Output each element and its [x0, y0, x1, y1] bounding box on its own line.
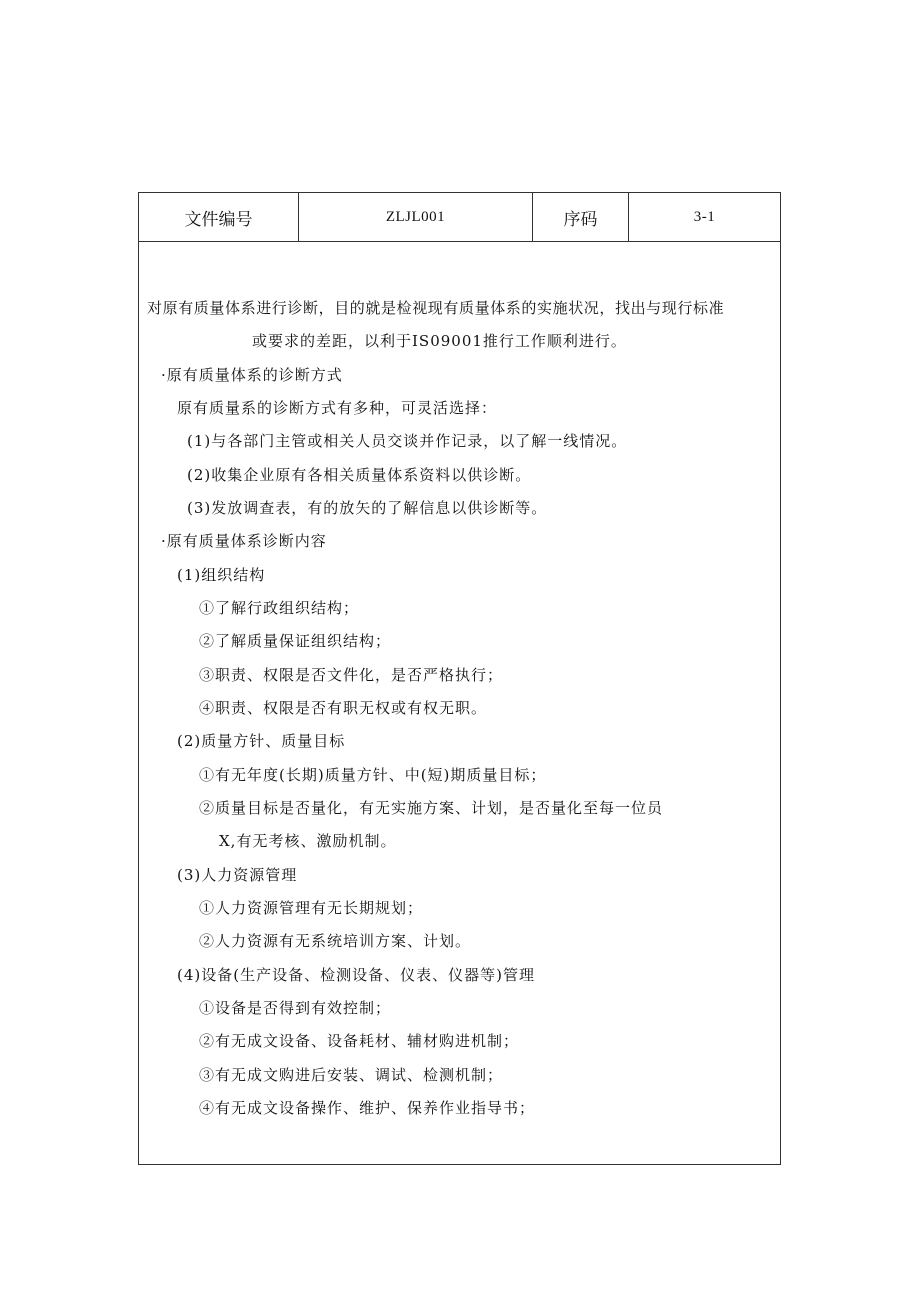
- quality-policy-item-1: ①有无年度(长期)质量方针、中(短)期质量目标；: [199, 766, 547, 784]
- org-structure-item-1: ①了解行政组织结构；: [199, 599, 360, 617]
- doc-number-value-cell: [299, 193, 533, 241]
- intro-paragraph-line-2: 或要求的差距，以利于IS09001推行工作顺利进行。: [252, 332, 627, 350]
- subsection-org-structure-title: (1)组织结构: [177, 566, 266, 584]
- equipment-item-4: ④有无成文设备操作、维护、保养作业指导书；: [199, 1099, 536, 1117]
- hr-item-1: ①人力资源管理有无长期规划；: [199, 899, 424, 917]
- org-structure-item-3: ③职责、权限是否文件化，是否严格执行；: [199, 666, 504, 684]
- equipment-item-2: ②有无成文设备、设备耗材、辅材购进机制；: [199, 1032, 520, 1050]
- hr-item-2: ②人力资源有无系统培训方案、计划。: [199, 932, 472, 950]
- doc-number-label-cell: [139, 193, 299, 241]
- doc-number-label: 文件编号: [184, 209, 253, 230]
- quality-policy-item-2-continued: X,有无考核、激励机制。: [219, 832, 397, 850]
- section-diagnosis-content-title: ·原有质量体系诊断内容: [161, 532, 327, 550]
- method-item-1: (1)与各部门主管或相关人员交谈并作记录，以了解一线情况。: [187, 432, 628, 450]
- org-structure-item-4: ④职责、权限是否有职无权或有权无职。: [199, 699, 488, 717]
- org-structure-item-2: ②了解质量保证组织结构；: [199, 632, 392, 650]
- sequence-label: 序码: [563, 209, 598, 230]
- document-frame: [138, 192, 781, 1165]
- sequence-value-cell: [629, 193, 780, 241]
- subsection-hr-title: (3)人力资源管理: [177, 866, 298, 884]
- doc-number-value: ZLJL001: [385, 208, 446, 225]
- method-item-2: (2)收集企业原有各相关质量体系资料以供诊断。: [187, 466, 532, 484]
- equipment-item-3: ③有无成文购进后安装、调试、检测机制；: [199, 1066, 504, 1084]
- header-row: [139, 193, 780, 242]
- method-item-3: (3)发放调查表，有的放矢的了解信息以供诊断等。: [187, 499, 548, 517]
- subsection-equipment-title: (4)设备(生产设备、检测设备、仪表、仪器等)管理: [177, 966, 535, 984]
- quality-policy-item-2: ②质量目标是否量化，有无实施方案、计划，是否量化至每一位员: [199, 799, 664, 817]
- sequence-value: 3-1: [693, 208, 716, 225]
- subsection-quality-policy-title: (2)质量方针、质量目标: [177, 732, 346, 750]
- intro-paragraph-line-1: 对原有质量体系进行诊断，目的就是检视现有质量体系的实施状况，找出与现行标准: [147, 299, 725, 317]
- equipment-item-1: ①设备是否得到有效控制；: [199, 999, 392, 1017]
- section-diagnosis-methods-title: ·原有质量体系的诊断方式: [161, 366, 343, 384]
- diagnosis-methods-lead: 原有质量系的诊断方式有多种，可灵活选择：: [177, 399, 498, 417]
- sequence-label-cell: [533, 193, 629, 241]
